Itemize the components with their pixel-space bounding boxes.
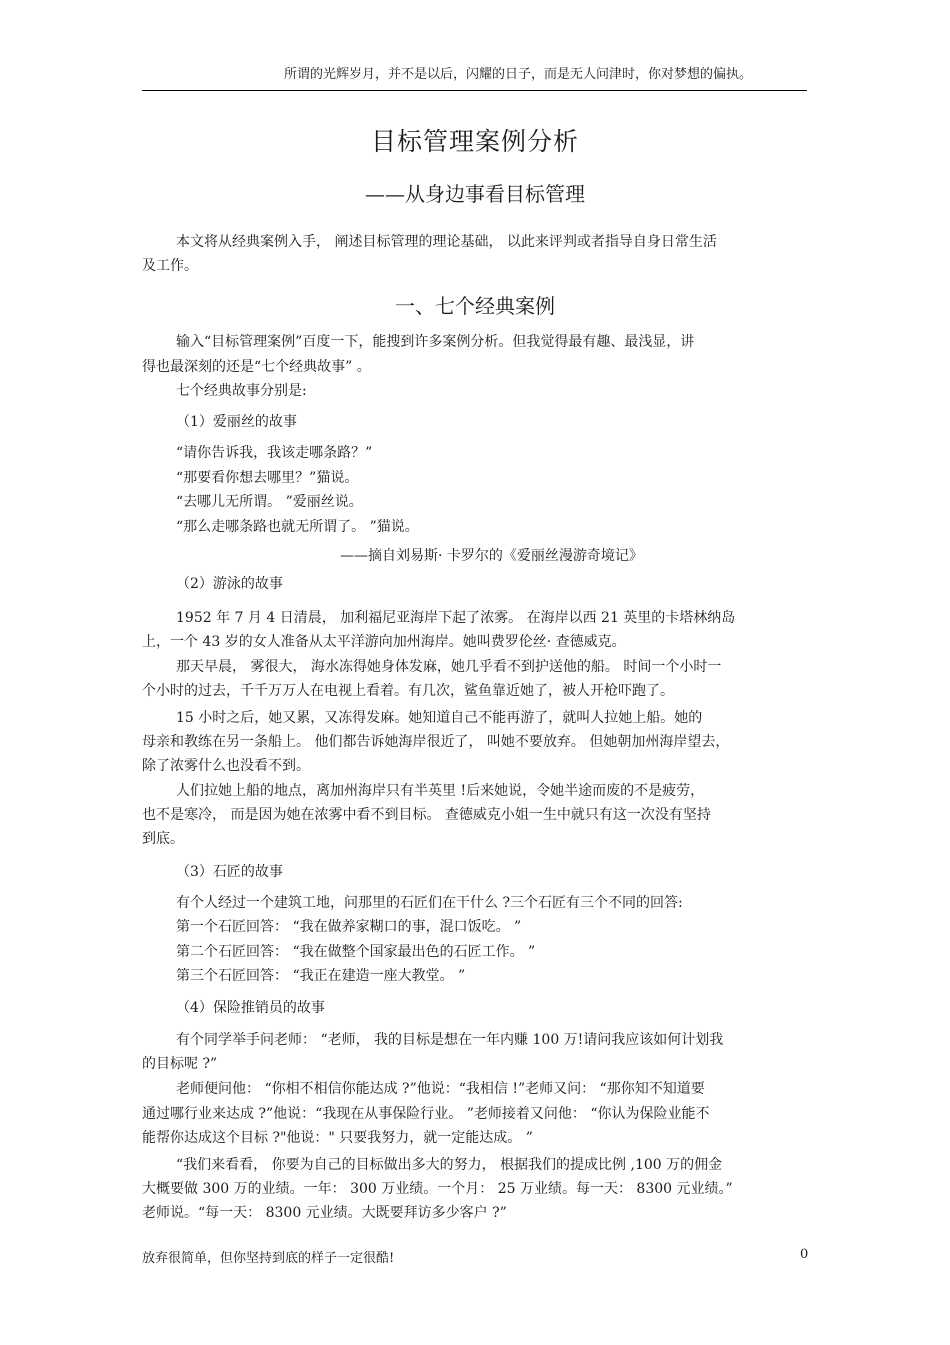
document-subtitle: ——从身边事看目标管理 <box>365 182 585 206</box>
story-line: “我们来看看， 你要为自己的目标做出多大的努力， 根据我们的提成比例 ,100 万的佣金 <box>176 1157 723 1173</box>
story-heading: （1）爱丽丝的故事 <box>176 414 297 430</box>
story-heading: （2）游泳的故事 <box>176 576 283 592</box>
story-attribution: ——摘自刘易斯· 卡罗尔的《爱丽丝漫游奇境记》 <box>340 548 643 564</box>
story-line: 第三个石匠回答： “我正在建造一座大教堂。 ” <box>176 968 466 984</box>
story-line: 的目标呢 ?” <box>142 1056 218 1072</box>
story-line: “去哪儿无所谓。 ”爱丽丝说。 <box>176 494 363 510</box>
footer-motto: 放弃很简单，但你坚持到底的样子一定很酷! <box>142 1251 395 1266</box>
story-line: “那要看你想去哪里？”猫说。 <box>176 470 359 486</box>
header-quote: 所谓的光辉岁月，并不是以后，闪耀的日子，而是无人问津时，你对梦想的偏执。 <box>283 67 752 82</box>
story-line: 老师说。“每一天： 8300 元业绩。大既要拜访多少客户 ?” <box>142 1205 507 1221</box>
intro-line: 及工作。 <box>142 258 198 274</box>
story-line: 除了浓雾什么也没看不到。 <box>142 758 310 774</box>
section-lead-line: 输入“目标管理案例”百度一下，能搜到许多案例分析。但我觉得最有趣、最浅显，讲 <box>176 334 695 350</box>
story-line: 1952 年 7 月 4 日清晨， 加利福尼亚海岸下起了浓雾。 在海岸以西 21 英里的卡塔林纳岛 <box>176 610 736 626</box>
section-lead-line: 得也最深刻的还是“七个经典故事” 。 <box>142 359 371 375</box>
story-line: 第一个石匠回答： “我在做养家糊口的事，混口饭吃。 ” <box>176 919 522 935</box>
story-heading: （4）保险推销员的故事 <box>176 1000 325 1016</box>
story-line: “请你告诉我，我该走哪条路？” <box>176 445 373 461</box>
story-line: 个小时的过去，千千万万人在电视上看着。有几次，鲨鱼靠近她了，被人开枪吓跑了。 <box>142 683 674 699</box>
story-line: 上，一个 43 岁的女人准备从太平洋游向加州海岸。她叫费罗伦丝· 查德威克。 <box>142 634 626 650</box>
story-line: 那天早晨， 雾很大， 海水冻得她身体发麻，她几乎看不到护送他的船。 时间一个小时一 <box>176 659 722 675</box>
story-line: 通过哪行业来达成 ?”他说：“我现在从事保险行业。 ”老师接着又问他： “你认为保险业能不 <box>142 1106 710 1122</box>
story-line: “那么走哪条路也就无所谓了。 ”猫说。 <box>176 519 419 535</box>
story-line: 能帮你达成这个目标 ?"他说：" 只要我努力，就一定能达成。 ” <box>142 1130 533 1146</box>
story-line: 第二个石匠回答： “我在做整个国家最出色的石匠工作。 ” <box>176 944 536 960</box>
story-line: 15 小时之后，她又累，又冻得发麻。她知道自己不能再游了，就叫人拉她上船。她的 <box>176 710 703 726</box>
story-line: 人们拉她上船的地点，离加州海岸只有半英里 !后来她说，令她半途而废的不是疲劳， <box>176 783 705 799</box>
story-line: 有个同学举手问老师： “老师， 我的目标是想在一年内赚 100 万!请问我应该如何计划我 <box>176 1032 724 1048</box>
story-line: 也不是寒冷， 而是因为她在浓雾中看不到目标。 查德威克小姐一生中就只有这一次没有坚持 <box>142 807 711 823</box>
story-line: 有个人经过一个建筑工地，问那里的石匠们在干什么 ?三个石匠有三个不同的回答: <box>176 895 683 911</box>
story-line: 母亲和教练在另一条船上。 他们都告诉她海岸很近了， 叫她不要放弃。 但她朝加州海岸望去， <box>142 734 730 750</box>
section-title: 一、七个经典案例 <box>395 294 555 318</box>
page-header <box>142 60 807 91</box>
story-line: 到底。 <box>142 831 184 847</box>
story-line: 老师便问他： “你相不相信你能达成 ?”他说：“我相信 !”老师又问： “那你知不知道要 <box>176 1081 705 1097</box>
story-heading: （3）石匠的故事 <box>176 864 283 880</box>
page-number: 0 <box>800 1247 809 1262</box>
story-line: 大概要做 300 万的业绩。一年： 300 万业绩。一个月： 25 万业绩。每一天： 8300 元业绩。” <box>142 1181 733 1197</box>
document-title: 目标管理案例分析 <box>370 127 579 156</box>
intro-line: 本文将从经典案例入手， 阐述目标管理的理论基础， 以此来评判或者指导自身日常生活 <box>176 234 717 250</box>
list-intro: 七个经典故事分别是: <box>176 383 307 399</box>
